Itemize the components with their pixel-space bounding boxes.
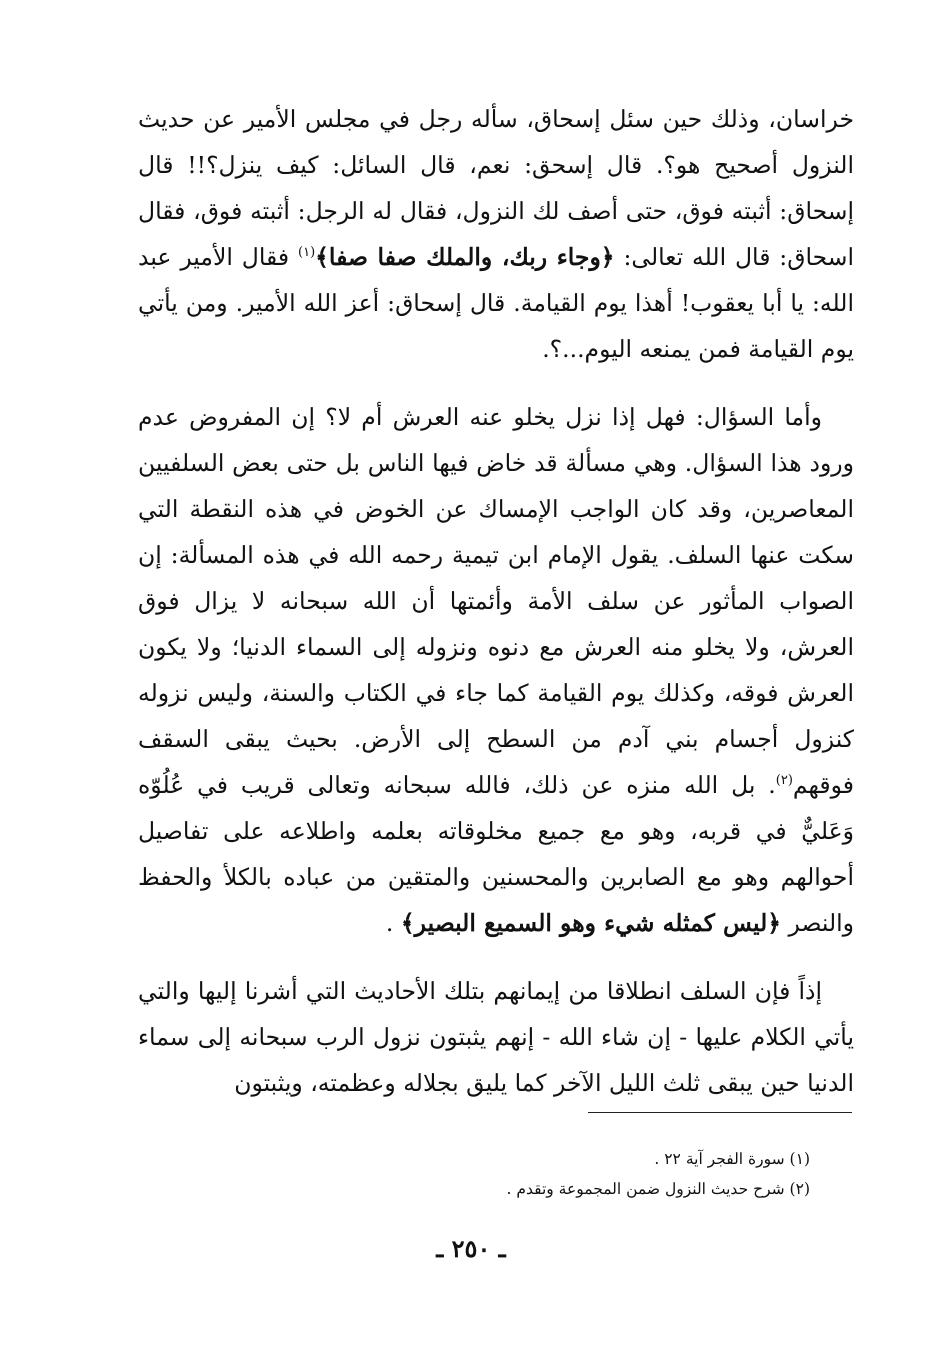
paragraph-1 (138, 96, 854, 372)
paragraph-3-text: إذاً فإن السلف انطلاقا من إيمانهم بتلك الأحاديث التي أشرنا إليها والتي يأتي الكلام عليها - إن شاء الله - إنهم يثبتون نزول الرب سبحانه إلى سماء الدنيا حين يبقى ثلث الليل الآخر كما يليق بجلاله وعظمته، ويثبتون (138, 977, 854, 1097)
paragraph-1-text-cont: فقال الأمير عبد الله: يا أبا يعقوب! أهذا يوم القيامة. قال إسحاق: أعز الله الأمير. ومن يأتي يوم القيامة فمن يمنعه اليوم...؟. (138, 243, 854, 363)
footnote-ref-2: (٢) (775, 773, 793, 789)
footnote-separator (588, 1112, 852, 1113)
paragraph-2 (138, 394, 854, 946)
footnote-1: (١) سورة الفجر آية ٢٢ . (654, 1150, 810, 1168)
footnote-ref-1: (١) (298, 245, 316, 261)
quran-quote-1: ﴿وجاء ربك، والملك صفا صفا﴾ (315, 243, 615, 271)
quran-quote-2: ﴿ليس كمثله شيء وهو السميع البصير﴾ (400, 909, 782, 937)
footnotes (300, 1144, 810, 1204)
paragraph-2-text-cont: . بل الله منزه عن ذلك، فالله سبحانه وتعالى قريب في عُلُوّه وَعَليٌّ في قربه، وهو مع جميع مخلوقاته بعلمه واطلاعه على تفاصيل أحوالهم وهو مع الصابرين والمحسنين والمتقين من عباده بالكلأ والحفظ والنصر (138, 771, 854, 937)
paragraph-1-text: خراسان، وذلك حين سئل إسحاق، سأله رجل في مجلس الأمير عن حديث النزول أصحيح هو؟. قال إسحق: نعم، قال السائل: كيف ينزل؟!! قال إسحاق: أثبته فوق، حتى أصف لك النزول، فقال له الرجل: أثبته فوق، فقال اسحاق: قال الله تعالى: (138, 105, 855, 271)
page-number: ـ ٢٥٠ ـ (436, 1234, 506, 1263)
paragraph-2-text: وأما السؤال: فهل إذا نزل يخلو عنه العرش أم لا؟ إن المفروض عدم ورود هذا السؤال. وهي مسألة قد خاض فيها الناس بل حتى بعض السلفيين المعاصرين، وقد كان الواجب الإمساك عن الخوض في هذه النقطة التي سكت عنها السلف. يقول الإمام ابن تيمية رحمه الله في هذه المسألة: إن الصواب المأثور عن سلف الأمة وأئمتها أن الله سبحانه لا يزال فوق العرش، ولا يخلو منه العرش مع دنوه ونزوله إلى السماء الدنيا؛ ولا يكون العرش فوقه، وكذلك يوم القيامة كما جاء في الكتاب والسنة، وليس نزوله كنزول أجسام بني آدم من السطح إلى الأرض. بحيث يبقى السقف فوقهم (138, 403, 854, 799)
footnote-2: (٢) شرح حديث النزول ضمن المجموعة وتقدم . (506, 1180, 810, 1198)
paragraph-2-text-end: . (385, 909, 401, 937)
paragraph-3 (138, 968, 854, 1106)
main-text (138, 96, 854, 1106)
